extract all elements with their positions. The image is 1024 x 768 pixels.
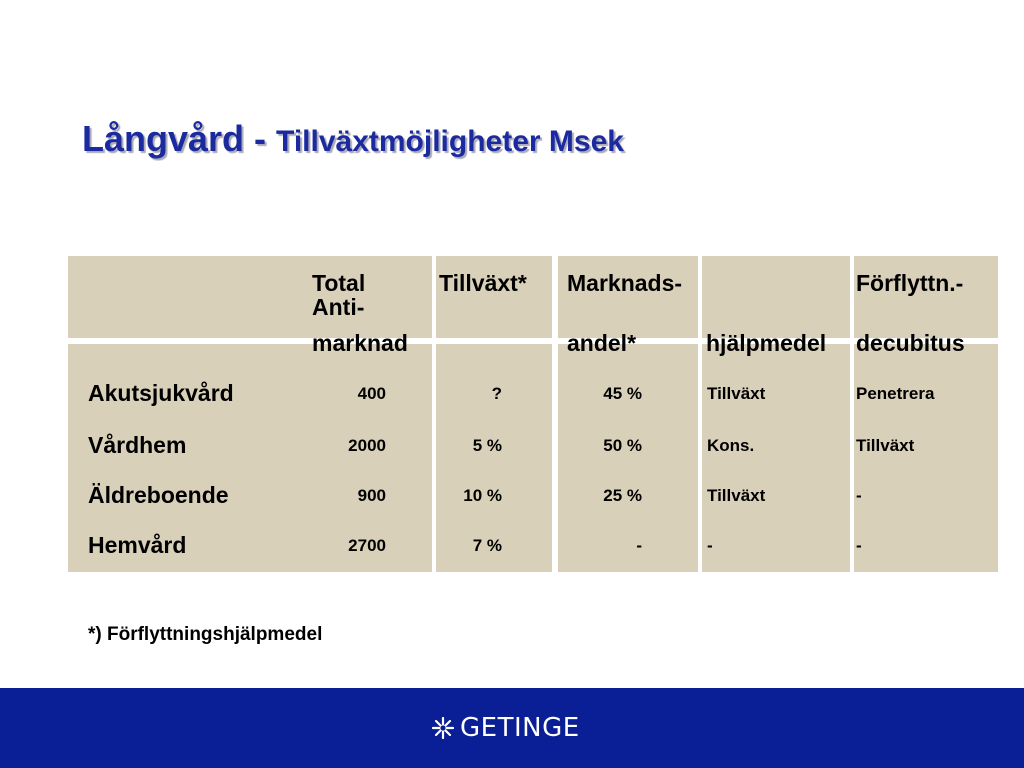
row-label: Äldreboende xyxy=(88,482,229,508)
row-andel: 25 % xyxy=(603,486,642,505)
row-forflytt: - xyxy=(856,486,862,505)
row-forflytt: - xyxy=(856,536,862,555)
header-marknads-line2: andel* xyxy=(567,330,637,356)
row-andel: 50 % xyxy=(603,436,642,455)
slide-title xyxy=(82,118,624,160)
row-forflytt: Penetrera xyxy=(856,384,935,403)
row-hjalp: Tillväxt xyxy=(707,384,766,403)
header-total-line3: marknad xyxy=(312,330,408,356)
row-hjalp: - xyxy=(707,536,713,555)
row-tillvaxt: 10 % xyxy=(463,486,502,505)
header-forflytt-line2: decubitus xyxy=(856,330,965,356)
header-cell-tillvaxt xyxy=(436,256,552,338)
row-total: 2700 xyxy=(348,536,386,555)
body-cell-hjalp xyxy=(702,344,850,572)
row-hjalp: Kons. xyxy=(707,436,755,455)
row-andel: - xyxy=(636,536,642,555)
row-tillvaxt: 7 % xyxy=(472,536,502,555)
title-main: Långvård - xyxy=(82,118,277,159)
title-sub: Tillväxtmöjligheter Msek xyxy=(276,125,624,158)
row-andel: 45 % xyxy=(603,384,642,403)
getinge-logo xyxy=(432,712,580,744)
row-total: 2000 xyxy=(348,436,386,455)
getinge-star-icon xyxy=(432,717,454,739)
header-forflytt-line1: Förflyttn.- xyxy=(856,270,964,296)
row-total: 900 xyxy=(357,486,386,505)
logo-text: GETINGE xyxy=(460,713,580,743)
growth-table xyxy=(68,256,998,572)
header-cell-label xyxy=(68,256,432,338)
row-total: 400 xyxy=(357,384,386,403)
header-cell-marknads xyxy=(558,256,698,338)
row-tillvaxt: 5 % xyxy=(472,436,502,455)
header-marknads-line1: Marknads- xyxy=(567,270,683,296)
body-cell-marknads xyxy=(558,344,698,572)
row-tillvaxt: ? xyxy=(491,384,502,403)
row-label: Vårdhem xyxy=(88,432,187,458)
row-forflytt: Tillväxt xyxy=(856,436,915,455)
header-hjalp: hjälpmedel xyxy=(706,330,827,356)
row-label: Hemvård xyxy=(88,532,187,558)
footnote: *) Förflyttningshjälpmedel xyxy=(88,624,323,645)
header-total-line2: Anti- xyxy=(312,294,365,320)
header-cell-forflytt xyxy=(854,256,998,338)
header-tillvaxt: Tillväxt* xyxy=(439,270,527,296)
header-cell-hjalp xyxy=(702,256,850,338)
row-hjalp: Tillväxt xyxy=(707,486,766,505)
row-label: Akutsjukvård xyxy=(88,380,234,406)
body-cell-forflytt xyxy=(854,344,998,572)
header-total-line1: Total xyxy=(312,270,366,296)
